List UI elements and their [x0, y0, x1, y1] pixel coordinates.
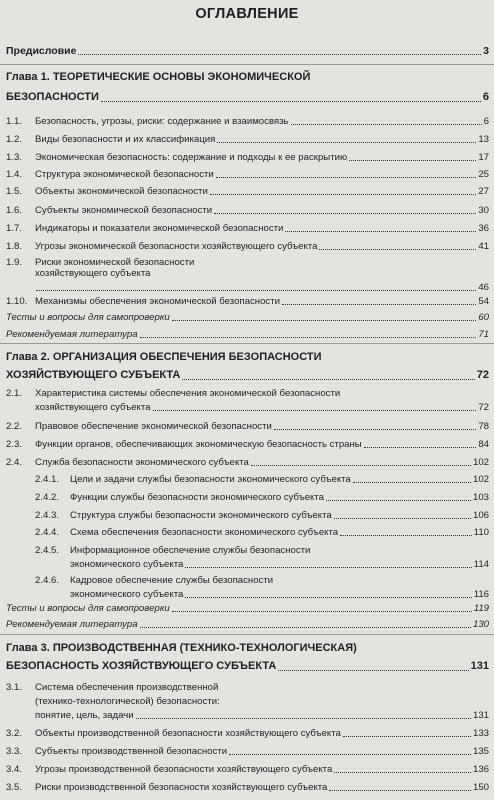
toc-literature — [6, 329, 489, 340]
toc-entry — [6, 764, 489, 775]
entry-title: Угрозы экономической безопасности хозяйствующего субъекта — [35, 241, 318, 252]
entry-title: Тесты и вопросы для самопроверки — [6, 603, 170, 614]
toc-entry — [6, 169, 489, 180]
entry-title: Риски производственной безопасности хозяйствующего субъекта — [35, 782, 328, 793]
entry-page: 60 — [478, 312, 489, 323]
separator — [0, 634, 494, 635]
leader-dots — [36, 290, 476, 291]
entry-page: 116 — [473, 589, 489, 600]
leader-dots — [326, 500, 471, 501]
toc-entry — [6, 492, 489, 503]
chapter-1-heading — [6, 91, 489, 104]
toc-entry-first-line — [6, 388, 340, 399]
entry-title-continued: экономического субъекта — [70, 589, 184, 600]
entry-page: 133 — [472, 728, 489, 739]
entry-title: Служба безопасности экономического субъекта — [35, 457, 249, 468]
separator — [0, 64, 494, 65]
entry-page: 102 — [472, 457, 489, 468]
entry-number: 3.1. — [6, 682, 23, 693]
leader-dots — [319, 249, 476, 250]
leader-dots — [364, 447, 477, 448]
leader-dots — [251, 465, 471, 466]
entry-number: 1.2. — [6, 134, 23, 145]
entry-number: 1.9. — [6, 257, 23, 268]
entry-number: 1.7. — [6, 223, 23, 234]
entry-title: Функции органов, обеспечивающих экономическую безопасность страны — [35, 439, 362, 450]
entry-page: 135 — [472, 746, 489, 757]
toc-entry — [6, 474, 489, 485]
chapter-2-heading — [6, 369, 489, 382]
entry-number: 2.4.5. — [35, 545, 60, 556]
chapter-3-page: 131 — [470, 660, 489, 672]
toc-title: ОГЛАВЛЕНИЕ — [195, 6, 299, 22]
entry-title: Объекты экономической безопасности — [35, 186, 208, 197]
toc-entry — [6, 134, 489, 145]
entry-title: Тесты и вопросы для самопроверки — [6, 312, 170, 323]
leader-dots — [349, 160, 476, 161]
entry-title: Безопасность, угрозы, риски: содержание и взаимосвязь — [35, 116, 289, 127]
leader-dots — [329, 790, 471, 791]
entry-number: 1.6. — [6, 205, 23, 216]
leader-dots — [172, 320, 477, 321]
separator — [0, 343, 494, 344]
chapter-1-title-line2: БЕЗОПАСНОСТИ — [6, 91, 99, 103]
entry-page: 41 — [478, 241, 489, 252]
toc-entry — [6, 510, 489, 521]
toc-literature — [6, 619, 489, 630]
entry-page: 110 — [473, 527, 489, 538]
toc-entry — [6, 152, 489, 163]
toc-entry — [6, 710, 489, 721]
toc-entry — [6, 457, 489, 468]
entry-title: Субъекты производственной безопасности — [35, 746, 228, 757]
chapter-3-title-line1: Глава 3. ПРОИЗВОДСТВЕННАЯ (ТЕХНИКО-ТЕХНОЛОГИЧЕСКАЯ) — [6, 642, 357, 654]
entry-number: 1.4. — [6, 169, 23, 180]
entry-page: 30 — [478, 205, 489, 216]
toc-entry — [6, 439, 489, 450]
entry-number: 2.4.4. — [35, 527, 60, 538]
entry-page: 71 — [478, 329, 489, 340]
leader-dots — [185, 597, 471, 598]
entry-number: 2.3. — [6, 439, 23, 450]
entry-title: Рекомендуемая литература — [6, 329, 138, 340]
entry-number: 2.4.2. — [35, 492, 60, 503]
leader-dots — [291, 124, 482, 125]
entry-page: 114 — [473, 559, 489, 570]
toc-entry — [6, 186, 489, 197]
entry-title: Виды безопасности и их классификация — [35, 134, 216, 145]
entry-title: Риски экономической безопасности — [35, 257, 195, 268]
preface-page: 3 — [483, 45, 489, 57]
entry-number: 3.4. — [6, 764, 23, 775]
entry-number: 2.4.3. — [35, 510, 60, 521]
leader-dots — [282, 304, 476, 305]
entry-title: Система обеспечения производственной — [35, 682, 219, 693]
leader-dots — [140, 627, 471, 628]
leader-dots — [340, 535, 472, 536]
entry-title-continued: (технико-технологической) безопасности: — [35, 696, 220, 707]
chapter-3-heading — [6, 660, 489, 673]
entry-title: Правовое обеспечение экономической безопасности — [35, 421, 272, 432]
entry-number: 2.1. — [6, 388, 23, 399]
chapter-2-title-line1: Глава 2. ОРГАНИЗАЦИЯ ОБЕСПЕЧЕНИЯ БЕЗОПАСНОСТИ — [6, 351, 322, 363]
entry-number: 1.8. — [6, 241, 23, 252]
entry-number: 1.3. — [6, 152, 23, 163]
toc-entry — [6, 223, 489, 234]
entry-page: 25 — [478, 169, 489, 180]
entry-page: 102 — [472, 474, 489, 485]
entry-page: 36 — [478, 223, 489, 234]
preface-label: Предисловие — [6, 45, 77, 57]
leader-dots — [182, 379, 474, 380]
entry-title: Объекты производственной безопасности хозяйствующего субъекта — [35, 728, 341, 739]
leader-dots — [185, 567, 471, 568]
entry-page: 103 — [472, 492, 489, 503]
entry-title: Экономическая безопасность: содержание и подходы к ее раскрытию — [35, 152, 348, 163]
chapter-3-title-line2: БЕЗОПАСНОСТЬ ХОЗЯЙСТВУЮЩЕГО СУБЪЕКТА — [6, 660, 277, 672]
entry-title: Субъекты экономической безопасности — [35, 205, 213, 216]
toc-entry — [6, 241, 489, 252]
toc-entry-first-line — [35, 545, 310, 556]
entry-title: Цели и задачи службы безопасности экономического субъекта — [70, 474, 351, 485]
entry-page: 119 — [473, 603, 489, 614]
toc-entry — [6, 116, 489, 127]
leader-dots — [136, 718, 471, 719]
toc-entry-first-line — [6, 257, 194, 268]
toc-entry — [6, 527, 489, 538]
toc-tests — [6, 312, 489, 323]
entry-number: 2.4.1. — [35, 474, 60, 485]
toc-entry — [6, 559, 489, 570]
leader-dots — [153, 410, 477, 411]
entry-page: 6 — [483, 116, 489, 127]
entry-number: 3.5. — [6, 782, 23, 793]
entry-title: Функции службы безопасности экономического субъекта — [70, 492, 324, 503]
toc-entry — [6, 728, 489, 739]
leader-dots — [278, 670, 468, 671]
toc-entry — [6, 402, 489, 413]
leader-dots — [343, 736, 471, 737]
toc-entry — [6, 296, 489, 307]
chapter-2-page: 72 — [476, 369, 489, 381]
entry-title: Структура службы безопасности экономического субъекта — [70, 510, 332, 521]
entry-page: 130 — [472, 619, 489, 630]
leader-dots — [78, 54, 481, 55]
entry-page: 17 — [478, 152, 489, 163]
leader-dots — [334, 772, 471, 773]
entry-number: 2.4.6. — [35, 575, 60, 586]
entry-page: 150 — [472, 782, 489, 793]
leader-dots — [285, 231, 476, 232]
toc-entry-first-line — [35, 575, 273, 586]
entry-number: 1.10. — [6, 296, 28, 307]
entry-title: Характеристика системы обеспечения экономической безопасности — [35, 388, 341, 399]
entry-title: Схема обеспечения безопасности экономического субъекта — [70, 527, 339, 538]
entry-title: Рекомендуемая литература — [6, 619, 138, 630]
leader-dots — [274, 429, 476, 430]
entry-number: 2.2. — [6, 421, 23, 432]
entry-title-continued: хозяйствующего субъекта — [35, 402, 151, 413]
entry-page: 13 — [478, 134, 489, 145]
leader-dots — [217, 142, 476, 143]
entry-number: 1.1. — [6, 116, 23, 127]
entry-page: 136 — [472, 764, 489, 775]
toc-tests — [6, 603, 489, 614]
leader-dots — [216, 177, 477, 178]
entry-page: 78 — [478, 421, 489, 432]
toc-entry — [6, 421, 489, 432]
entry-page: 72 — [478, 402, 489, 413]
entry-title-continued: понятие, цель, задачи — [35, 710, 134, 721]
entry-title-continued: хозяйствующего субъекта — [35, 268, 151, 279]
entry-number: 2.4. — [6, 457, 23, 468]
entry-number: 3.2. — [6, 728, 23, 739]
entry-number: 3.3. — [6, 746, 23, 757]
chapter-1-page: 6 — [482, 91, 489, 103]
leader-dots — [210, 194, 477, 195]
leader-dots — [214, 213, 476, 214]
toc-entry — [6, 205, 489, 216]
leader-dots — [172, 611, 472, 612]
entry-title: Информационное обеспечение службы безопасности — [70, 545, 311, 556]
leader-dots — [140, 337, 477, 338]
entry-title: Индикаторы и показатели экономической безопасности — [35, 223, 284, 234]
toc-entry — [6, 282, 489, 293]
toc-preface — [6, 45, 489, 57]
entry-page: 84 — [478, 439, 489, 450]
leader-dots — [229, 754, 471, 755]
toc-entry — [6, 746, 489, 757]
leader-dots — [101, 101, 481, 102]
entry-page: 131 — [472, 710, 489, 721]
leader-dots — [353, 482, 471, 483]
toc-entry-first-line — [6, 682, 218, 693]
entry-number: 1.5. — [6, 186, 23, 197]
entry-title: Кадровое обеспечение службы безопасности — [70, 575, 274, 586]
entry-title: Структура экономической безопасности — [35, 169, 214, 180]
entry-page: 54 — [478, 296, 489, 307]
entry-title: Угрозы производственной безопасности хозяйствующего субъекта — [35, 764, 333, 775]
toc-entry — [35, 268, 489, 279]
leader-dots — [334, 518, 471, 519]
entry-page: 27 — [478, 186, 489, 197]
entry-page: 106 — [472, 510, 489, 521]
entry-title-continued: экономического субъекта — [70, 559, 184, 570]
chapter-2-title-line2: ХОЗЯЙСТВУЮЩЕГО СУБЪЕКТА — [6, 369, 181, 381]
toc-entry — [6, 589, 489, 600]
entry-page: 46 — [478, 282, 489, 293]
chapter-1-title-line1: Глава 1. ТЕОРЕТИЧЕСКИЕ ОСНОВЫ ЭКОНОМИЧЕСКОЙ — [6, 71, 311, 83]
entry-title: Механизмы обеспечения экономической безопасности — [35, 296, 280, 307]
toc-entry — [6, 782, 489, 793]
